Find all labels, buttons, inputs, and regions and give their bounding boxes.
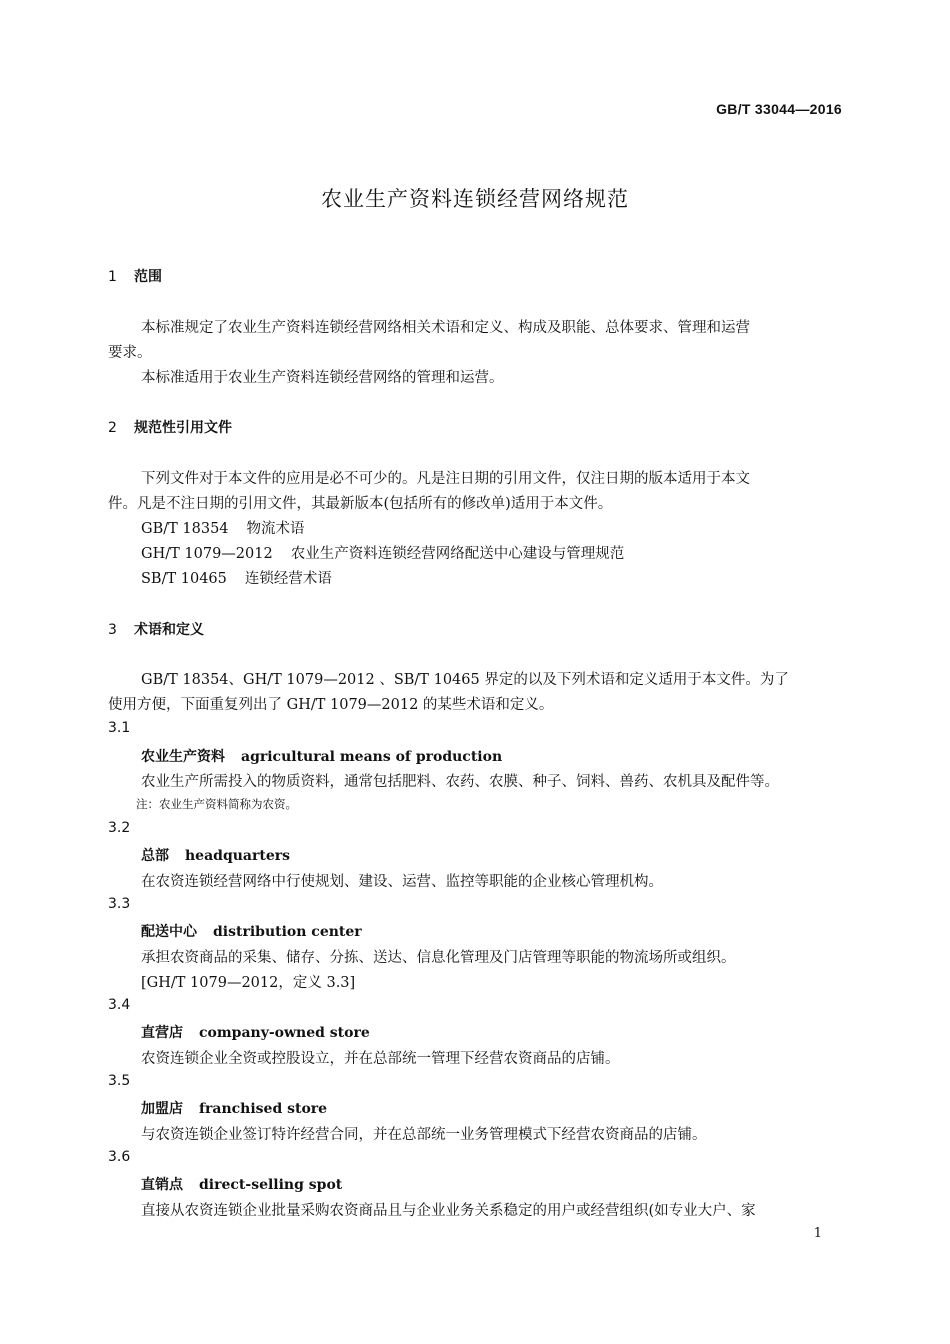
- section-title: 范围: [134, 269, 162, 285]
- clause-number: 3.6: [108, 1149, 131, 1165]
- term-definition: 与农资连锁企业签订特许经营合同，并在总部统一业务管理模式下经营农资商品的店铺。: [141, 1127, 707, 1143]
- term-heading: [141, 921, 362, 941]
- clause-number: 3.3: [108, 896, 131, 912]
- page-title: 农业生产资料连锁经营网络规范: [321, 187, 629, 211]
- clause-number: 3.2: [108, 820, 131, 836]
- clause-number: 3.1: [108, 720, 131, 736]
- reference-title: 农业生产资料连锁经营网络配送中心建设与管理规范: [290, 546, 625, 562]
- section-2-para-line-1: 下列文件对于本文件的应用是必不可少的。凡是注日期的引用文件，仅注日期的版本适用于本文: [141, 471, 750, 487]
- section-number: 1: [108, 269, 117, 285]
- reference-code: GH/T 1079—2012: [141, 546, 273, 562]
- term-zh: 加盟店: [141, 1101, 183, 1117]
- term-heading: [141, 1098, 327, 1118]
- term-source: [GH/T 1079—2012，定义 3.3]: [141, 975, 356, 991]
- term-en: agricultural means of production: [241, 749, 503, 765]
- term-en: company-owned store: [199, 1025, 370, 1041]
- section-title: 术语和定义: [134, 622, 204, 638]
- term-heading: [141, 746, 502, 766]
- clause-number: 3.4: [108, 997, 131, 1013]
- term-zh: 直营店: [141, 1025, 183, 1041]
- term-zh: 总部: [141, 848, 169, 864]
- page-number: 1: [813, 1226, 822, 1241]
- term-definition: 承担农资商品的采集、储存、分拣、送达、信息化管理及门店管理等职能的物流场所或组织。: [141, 950, 736, 966]
- term-definition: 农资连锁企业全资或控股设立，并在总部统一管理下经营农资商品的店铺。: [141, 1051, 620, 1067]
- clause-number: 3.5: [108, 1073, 131, 1089]
- reference-title: 连锁经营术语: [244, 571, 332, 587]
- term-definition: 农业生产所需投入的物质资料，通常包括肥料、农药、农膜、种子、饲料、兽药、农机具及配件等。: [141, 774, 779, 790]
- section-number: 2: [108, 420, 117, 436]
- term-zh: 直销点: [141, 1177, 183, 1193]
- term-zh: 农业生产资料: [141, 749, 225, 765]
- section-2-para-line-2: 件。凡是不注日期的引用文件，其最新版本(包括所有的修改单)适用于本文件。: [108, 496, 613, 512]
- section-1-heading: [108, 266, 162, 286]
- standard-code: GB/T 33044—2016: [716, 101, 842, 117]
- term-en: headquarters: [185, 848, 290, 864]
- section-3-intro-line-1: GB/T 18354、GH/T 1079—2012 、SB/T 10465 界定的以及下列术语和定义适用于本文件。为了: [141, 672, 789, 688]
- term-heading: [141, 845, 290, 865]
- reference-code: SB/T 10465: [141, 571, 227, 587]
- term-definition: 直接从农资连锁企业批量采购农资商品且与企业业务关系稳定的用户或经营组织(如专业大户、家: [141, 1203, 756, 1219]
- section-1-para-1-line-2: 要求。: [108, 345, 152, 361]
- reference-item: [141, 567, 332, 588]
- term-en: franchised store: [199, 1101, 328, 1117]
- reference-item: [141, 517, 305, 538]
- term-zh: 配送中心: [141, 924, 197, 940]
- term-en: direct-selling spot: [199, 1177, 343, 1193]
- section-1-para-1-line-1: 本标准规定了农业生产资料连锁经营网络相关术语和定义、构成及职能、总体要求、管理和运营: [141, 320, 750, 336]
- section-number: 3: [108, 622, 117, 638]
- section-title: 规范性引用文件: [134, 420, 232, 436]
- reference-title: 物流术语: [246, 521, 305, 537]
- section-2-heading: [108, 417, 232, 437]
- term-note: 注：农业生产资料简称为农资。: [136, 797, 297, 811]
- section-3-intro-line-2: 使用方便，下面重复列出了 GH/T 1079—2012 的某些术语和定义。: [108, 697, 554, 713]
- term-definition: 在农资连锁经营网络中行使规划、建设、运营、监控等职能的企业核心管理机构。: [141, 874, 663, 890]
- section-1-para-2: 本标准适用于农业生产资料连锁经营网络的管理和运营。: [141, 370, 504, 386]
- reference-item: [141, 542, 624, 563]
- reference-code: GB/T 18354: [141, 521, 229, 537]
- term-en: distribution center: [213, 924, 362, 940]
- term-heading: [141, 1022, 370, 1042]
- section-3-heading: [108, 619, 204, 639]
- term-heading: [141, 1174, 342, 1194]
